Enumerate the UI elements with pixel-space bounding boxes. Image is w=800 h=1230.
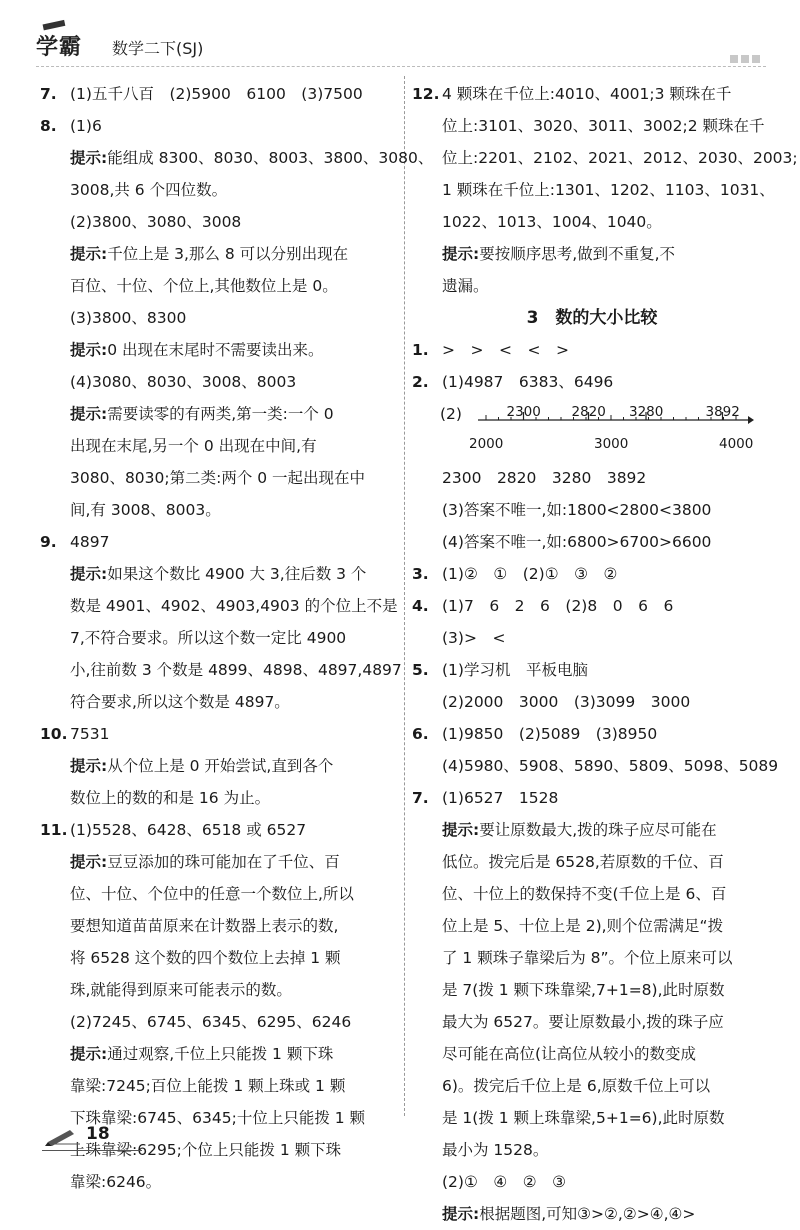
hint-line	[412, 1198, 772, 1230]
line-text: 百位、十位、个位上,其他数位上是 0。	[70, 277, 338, 295]
answer-line	[412, 1166, 772, 1198]
line-text: 能组成 8300、8030、8003、3800、3080、	[107, 149, 434, 167]
line-text: 要让原数最大,拨的珠子应尽可能在	[479, 821, 717, 839]
hint-label: 提示:	[70, 853, 108, 871]
line-text: (2)2000 3000 (3)3099 3000	[442, 693, 691, 711]
comparison-answers-b	[412, 462, 779, 1230]
hint-line	[40, 238, 400, 270]
hint-line	[412, 814, 772, 846]
question-number: 8.	[40, 117, 57, 135]
answer-line	[40, 1166, 400, 1198]
answer-line	[40, 974, 400, 1006]
line-text: 需要读零的有两类,第一类:一个 0	[107, 405, 334, 423]
answer-line	[412, 1102, 772, 1134]
line-text: 要想知道苗苗原来在计数器上表示的数,	[70, 917, 339, 935]
answer-line	[40, 1006, 400, 1038]
question-number: 11.	[40, 821, 68, 839]
question-number: 12.	[412, 85, 440, 103]
line-text: 位上:3101、3020、3011、3002;2 颗珠在千	[442, 117, 765, 135]
line-text: 7,不符合要求。所以这个数一定比 4900	[70, 629, 347, 647]
hint-label: 提示:	[70, 405, 108, 423]
question-number: 5.	[412, 661, 429, 679]
number-line	[412, 398, 772, 462]
header-divider	[36, 66, 766, 67]
answer-line	[40, 942, 400, 974]
line-text: 2300 2820 3280 3892	[442, 469, 647, 487]
line-text: (1)9850 (2)5089 (3)8950	[442, 725, 658, 743]
hint-label: 提示:	[70, 757, 108, 775]
answer-line	[412, 494, 772, 526]
line-text: 上珠靠梁:6295;个位上只能拨 1 颗下珠	[70, 1141, 342, 1159]
question-number: 7.	[412, 789, 429, 807]
line-text: 如果这个数比 4900 大 3,往后数 3 个	[107, 565, 367, 583]
question-line	[412, 366, 772, 398]
line-text: (2)7245、6745、6345、6295、6246	[70, 1013, 352, 1031]
question-number: 9.	[40, 533, 57, 551]
line-text: 4 颗珠在千位上:4010、4001;3 颗珠在千	[442, 85, 732, 103]
answer-line	[40, 430, 400, 462]
line-text: (1)7 6 2 6 (2)8 0 6 6	[442, 597, 674, 615]
line-text: (1)学习机 平板电脑	[442, 661, 588, 679]
hint-line	[40, 846, 400, 878]
comparison-answers-a	[412, 334, 772, 398]
line-text: 3008,共 6 个四位数。	[70, 181, 228, 199]
answer-line	[40, 686, 400, 718]
answer-line	[40, 174, 400, 206]
column-divider	[404, 76, 405, 1116]
line-text: 千位上是 3,那么 8 可以分别出现在	[107, 245, 349, 263]
number-line-prefix: (2)	[440, 405, 462, 423]
line-text: 小,往前数 3 个数是 4899、4898、4897,4897	[70, 661, 402, 679]
question-number: 7.	[40, 85, 57, 103]
question-line	[40, 526, 400, 558]
answer-line	[412, 974, 772, 1006]
answer-line	[40, 622, 400, 654]
question-line	[412, 334, 772, 366]
line-text: 位、十位上的数保持不变(千位上是 6、百	[442, 885, 727, 903]
answer-line	[412, 910, 772, 942]
line-text: 最小为 1528。	[442, 1141, 549, 1159]
hint-label: 提示:	[70, 245, 108, 263]
answer-line	[412, 270, 772, 302]
line-text: 数位上的数的和是 16 为止。	[70, 789, 271, 807]
marked-label: 2300	[506, 404, 541, 420]
question-line	[412, 558, 772, 590]
line-text: > > < < >	[442, 341, 569, 359]
line-text: (1)5528、6428、6518 或 6527	[70, 821, 307, 839]
marked-label: 2820	[571, 404, 606, 420]
marked-label: 3280	[629, 404, 664, 420]
line-text: 下珠靠梁:6745、6345;十位上只能拨 1 颗	[70, 1109, 366, 1127]
question-line	[40, 78, 400, 110]
answer-line	[412, 750, 779, 782]
answer-line	[412, 1006, 772, 1038]
line-text: 豆豆添加的珠可能加在了千位、百	[107, 853, 340, 871]
answer-line	[40, 302, 400, 334]
marked-label: 3892	[705, 404, 740, 420]
question-number: 4.	[412, 597, 429, 615]
answer-line	[412, 686, 772, 718]
answer-line	[40, 366, 400, 398]
line-text: (3)3800、8300	[70, 309, 187, 327]
footer-divider	[42, 1150, 142, 1151]
hint-label: 提示:	[442, 245, 480, 263]
line-text: 符合要求,所以这个数是 4897。	[70, 693, 290, 711]
answer-line	[40, 910, 400, 942]
line-text: 位上是 5、十位上是 2),则个位需满足“拨	[442, 917, 724, 935]
line-text: 0 出现在末尾时不需要读出来。	[107, 341, 324, 359]
book-title: 数学二下(SJ)	[112, 39, 204, 58]
line-text: 间,有 3008、8003。	[70, 501, 221, 519]
hint-line	[412, 238, 772, 270]
right-top-block	[412, 78, 798, 302]
hint-label: 提示:	[70, 341, 108, 359]
line-text: 出现在末尾,另一个 0 出现在中间,有	[70, 437, 317, 455]
line-text: (4)5980、5908、5890、5809、5098、5089	[442, 757, 779, 775]
answer-line	[40, 206, 400, 238]
axis-arrow-icon	[748, 416, 754, 424]
answer-line	[412, 1070, 772, 1102]
answer-line	[412, 462, 772, 494]
answer-line	[412, 142, 798, 174]
hint-line	[40, 750, 400, 782]
hint-line	[40, 334, 400, 366]
line-text: 要按顺序思考,做到不重复,不	[479, 245, 676, 263]
question-line	[40, 718, 400, 750]
line-text: 低位。拨完后是 6528,若原数的千位、百	[442, 853, 724, 871]
answer-line	[412, 1134, 772, 1166]
line-text: (1)② ① (2)① ③ ②	[442, 565, 618, 583]
line-text: 最大为 6527。要让原数最小,拨的珠子应	[442, 1013, 724, 1031]
logo-text: 学霸	[36, 35, 83, 60]
line-text: 将 6528 这个数的四个数位上去掉 1 颗	[70, 949, 341, 967]
line-text: 了 1 颗珠子靠梁后为 8”。个位上原来可以	[442, 949, 733, 967]
hint-label: 提示:	[70, 565, 108, 583]
tick-label: 2000	[469, 436, 504, 452]
answer-line	[40, 270, 400, 302]
tick-label: 4000	[719, 436, 754, 452]
line-text: 根据题图,可知③>②,②>④,④>	[479, 1205, 696, 1223]
line-text: 7531	[70, 725, 110, 743]
line-text: 通过观察,千位上只能拨 1 颗下珠	[107, 1045, 334, 1063]
section-title: 3 数的大小比较	[526, 308, 658, 328]
line-text: (2)3800、3080、3008	[70, 213, 242, 231]
question-line	[412, 654, 772, 686]
answer-line	[412, 878, 772, 910]
answer-line	[412, 846, 772, 878]
line-text: 尽可能在高位(让高位从较小的数变成	[442, 1045, 697, 1063]
answer-line	[412, 206, 772, 238]
question-line	[412, 718, 772, 750]
hint-label: 提示:	[70, 149, 108, 167]
question-line	[40, 110, 400, 142]
page-header	[36, 30, 766, 66]
answer-line	[40, 1070, 400, 1102]
line-text: 珠,就能得到原来可能表示的数。	[70, 981, 292, 999]
header-decoration	[727, 48, 760, 67]
question-line	[412, 782, 772, 814]
line-text: 1 颗珠在千位上:1301、1202、1103、1031、	[442, 181, 775, 199]
line-text: (1)6527 1528	[442, 789, 559, 807]
pencil-icon	[44, 1126, 82, 1146]
answer-line	[40, 590, 400, 622]
line-text: 6)。拨完后千位上是 6,原数千位上可以	[442, 1077, 711, 1095]
line-text: (4)3080、8030、3008、8003	[70, 373, 297, 391]
line-text: 是 7(拨 1 颗下珠靠梁,7+1=8),此时原数	[442, 981, 725, 999]
line-text: 位上:2201、2102、2021、2012、2030、2003;	[442, 149, 798, 167]
hint-label: 提示:	[442, 821, 480, 839]
answer-line	[412, 526, 772, 558]
hint-label: 提示:	[70, 1045, 108, 1063]
hint-line	[40, 558, 400, 590]
question-number: 3.	[412, 565, 429, 583]
line-text: (1)五千八百 (2)5900 6100 (3)7500	[70, 85, 363, 103]
line-text: 1022、1013、1004、1040。	[442, 213, 662, 231]
right-column	[412, 78, 798, 1230]
line-text: 从个位上是 0 开始尝试,直到各个	[107, 757, 334, 775]
line-text: 数是 4901、4902、4903,4903 的个位上不是	[70, 597, 398, 615]
line-text: (3)> <	[442, 629, 506, 647]
answer-line	[40, 782, 400, 814]
answer-line	[40, 878, 400, 910]
hint-line	[40, 142, 434, 174]
brand-logo	[36, 30, 82, 61]
question-number: 1.	[412, 341, 429, 359]
line-text: 靠梁:7245;百位上能拨 1 颗上珠或 1 颗	[70, 1077, 346, 1095]
hint-line	[40, 1038, 400, 1070]
page-number: 18	[86, 1124, 110, 1144]
line-text: 是 1(拨 1 颗上珠靠梁,5+1=6),此时原数	[442, 1109, 725, 1127]
line-text: 遗漏。	[442, 277, 489, 295]
answer-line	[412, 942, 772, 974]
answer-line	[40, 654, 400, 686]
line-text: 4897	[70, 533, 110, 551]
hint-label: 提示:	[442, 1205, 480, 1223]
line-text: 位、十位、个位中的任意一个数位上,所以	[70, 885, 354, 903]
answer-line	[412, 622, 772, 654]
answer-line	[412, 174, 775, 206]
line-text: (2)① ④ ② ③	[442, 1173, 567, 1191]
question-number: 6.	[412, 725, 429, 743]
question-line	[412, 78, 772, 110]
answer-line	[40, 462, 400, 494]
line-text: (4)答案不唯一,如:6800>6700>6600	[442, 533, 712, 551]
line-text: 3080、8030;第二类:两个 0 一起出现在中	[70, 469, 366, 487]
answer-line	[412, 1038, 772, 1070]
line-text: (1)4987 6383、6496	[442, 373, 614, 391]
question-number: 10.	[40, 725, 68, 743]
question-line	[40, 814, 400, 846]
answer-line	[412, 110, 772, 142]
answer-line	[40, 494, 400, 526]
tick-label: 3000	[594, 436, 629, 452]
hint-line	[40, 398, 400, 430]
line-text: (1)6	[70, 117, 102, 135]
line-text: 靠梁:6246。	[70, 1173, 162, 1191]
line-text: (3)答案不唯一,如:1800<2800<3800	[442, 501, 712, 519]
question-line	[412, 590, 772, 622]
question-number: 2.	[412, 373, 429, 391]
